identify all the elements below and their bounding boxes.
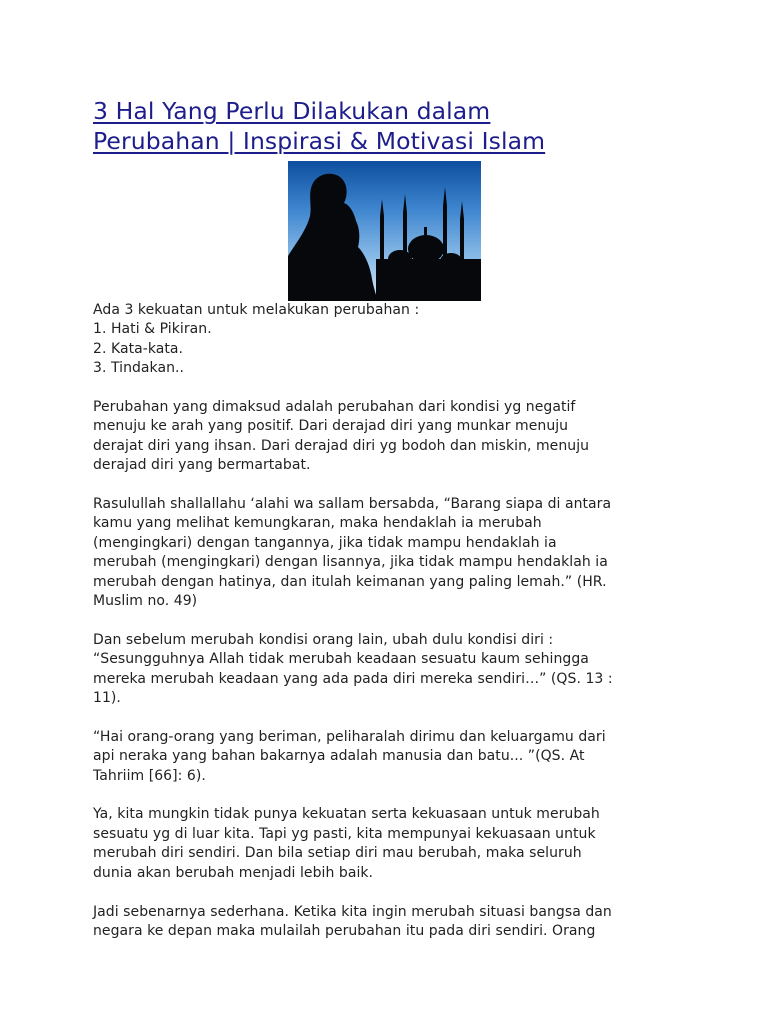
paragraph-2-line: merubah (mengingkari) dengan lisannya, jika tidak mampu hendaklah ia	[93, 554, 608, 571]
paragraph-5-line: Ya, kita mungkin tidak punya kekuatan serta kekuasaan untuk merubah	[93, 806, 600, 823]
paragraph-4-line: Tahriim [66]: 6).	[93, 767, 206, 784]
title-line-1[interactable]: 3 Hal Yang Perlu Dilakukan dalam	[93, 97, 491, 125]
paragraph-2-line: (mengingkari) dengan tangannya, jika tidak mampu hendaklah ia	[93, 534, 557, 551]
article-title[interactable]	[93, 96, 683, 156]
paragraph-6-line: negara ke depan maka mulailah perubahan itu pada diri sendiri. Orang	[93, 922, 596, 939]
paragraph-3-line: 11).	[93, 690, 121, 707]
paragraph-6-line: Jadi sebenarnya sederhana. Ketika kita ingin merubah situasi bangsa dan	[93, 903, 612, 920]
article-body	[93, 301, 683, 941]
paragraph-2-line: Rasulullah shallallahu ‘alahi wa sallam bersabda, “Barang siapa di antara	[93, 496, 612, 513]
paragraph-3-line: “Sesungguhnya Allah tidak merubah keadaan sesuatu kaum sehingga	[93, 651, 589, 668]
paragraph-5-line: merubah diri sendiri. Dan bila setiap diri mau berubah, maka seluruh	[93, 845, 582, 862]
paragraph-5-line: dunia akan berubah menjadi lebih baik.	[93, 864, 374, 881]
paragraph-1-line: Perubahan yang dimaksud adalah perubahan dari kondisi yg negatif	[93, 399, 576, 416]
paragraph-2-line: Muslim no. 49)	[93, 593, 198, 610]
paragraph-2-line: kamu yang melihat kemungkaran, maka hendaklah ia merubah	[93, 515, 542, 532]
paragraph-1-line: menuju ke arah yang positif. Dari derajad diri yang munkar menuju	[93, 418, 569, 435]
paragraph-3-line: Dan sebelum merubah kondisi orang lain, ubah dulu kondisi diri :	[93, 631, 554, 648]
title-line-2[interactable]: Perubahan | Inspirasi & Motivasi Islam	[93, 127, 546, 155]
paragraph-3-line: mereka merubah keadaan yang ada pada diri mereka sendiri…” (QS. 13 :	[93, 670, 613, 687]
paragraph-4-line: api neraka yang bahan bakarnya adalah manusia dan batu... ”(QS. At	[93, 748, 585, 765]
paragraph-2-line: merubah dengan hatinya, dan itulah keimanan yang paling lemah.” (HR.	[93, 573, 607, 590]
title-link[interactable]	[93, 97, 545, 155]
list-item: 1. Hati & Pikiran.	[93, 321, 212, 338]
paragraph-1-line: derajat diri yang ihsan. Dari derajad diri yg bodoh dan miskin, menuju	[93, 437, 590, 454]
article	[93, 96, 683, 941]
intro-text: Ada 3 kekuatan untuk melakukan perubahan :	[93, 302, 420, 318]
list-item: 2. Kata-kata.	[93, 340, 184, 357]
paragraph-5-line: sesuatu yg di luar kita. Tapi yg pasti, kita mempunyai kekuasaan untuk	[93, 825, 596, 842]
list-item: 3. Tindakan..	[93, 360, 185, 377]
paragraph-1-line: derajad diri yang bermartabat.	[93, 457, 311, 474]
paragraph-4-line: “Hai orang-orang yang beriman, peliharalah dirimu dan keluargamu dari	[93, 728, 606, 745]
praying-silhouette-mosque-image	[288, 161, 481, 301]
